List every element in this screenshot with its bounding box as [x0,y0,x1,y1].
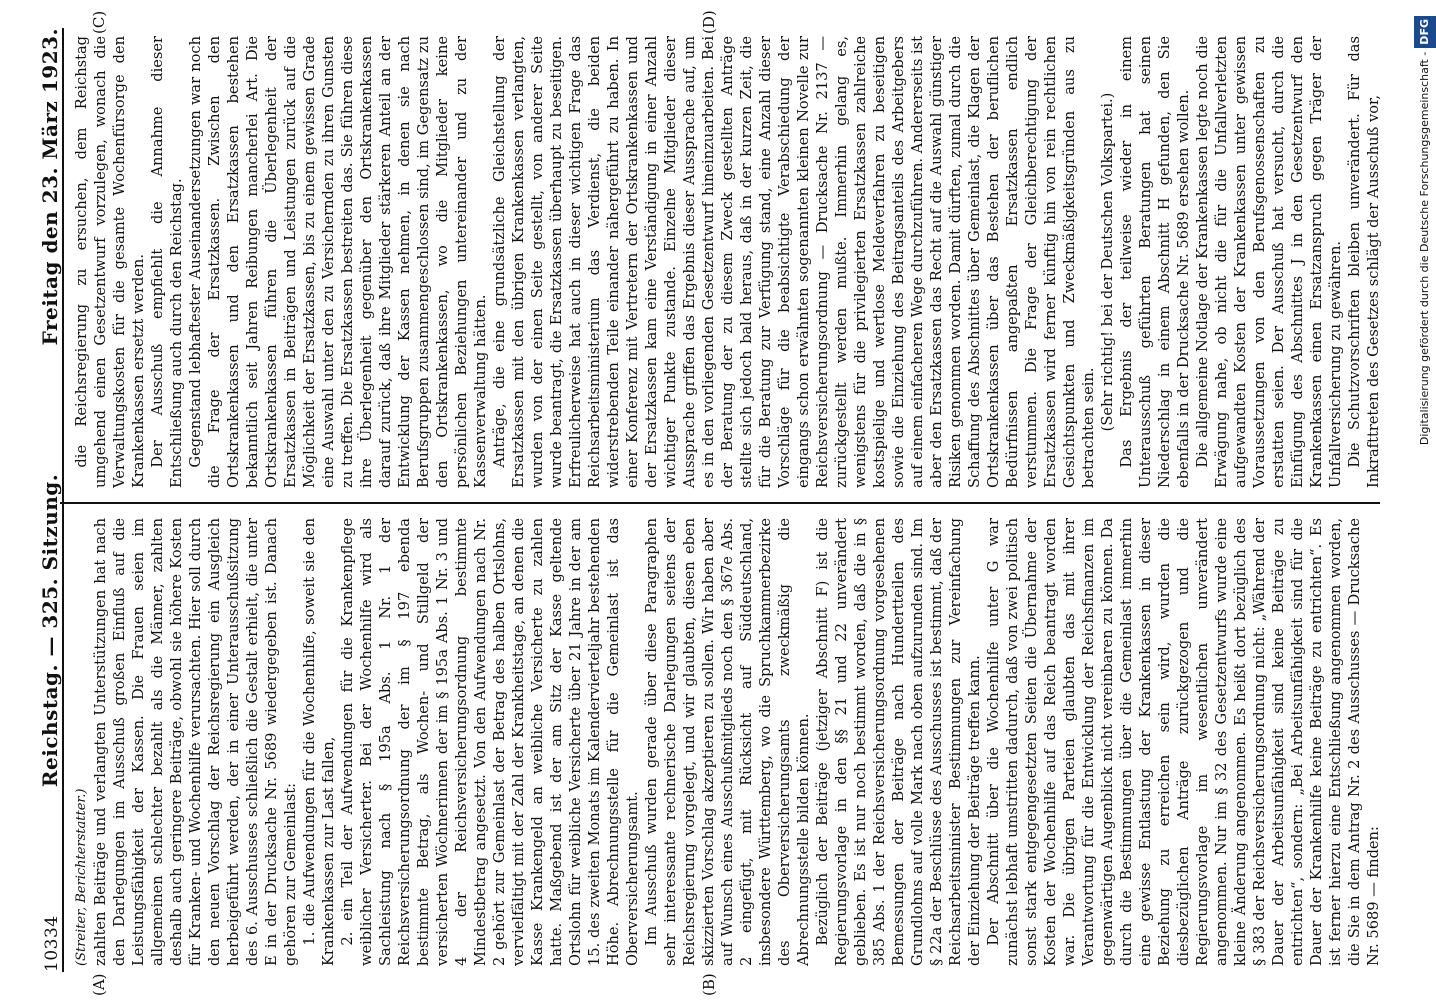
paragraph: 2. ein Teil der Aufwendungen für die Krankenpflege weiblicher Versicherter. Bei der Wochenhilfe wird als Sachleistung nach § 195a Abs. 1 Nr. 1 der Reichsversicherungsordnung der im § 197 ebenda bestimmte Betrag, als Wochen- und Stillgeld der versicherten Wöchnerinnen der im § 195a Abs. 1 Nr. 3 und 4 der Reichsversicherungsordnung bestimmte Mindestbetrag angesetzt. Von den Aufwendungen nach Nr. 2 gehört zur Gemeinlast der Betrag des halben Ortslohns, vervielfältigt mit der Zahl der Krankheitstage, an denen die Kasse Krankengeld an weibliche Versicherte zu zahlen hatte. Maßgebend ist der am Sitz der Kasse geltende Ortslohn für weibliche Versicherte über 21 Jahre in der am 15. des zweiten Monats im Kalendervierteljahr bestehenden Höhe. Abrechnungsstelle für die Gemeinlast ist das Oberversicherungsamt. [339,518,641,966]
running-title: Reichstag. — 325. Sitzung. [38,473,62,788]
margin-marker-d: (D) [700,10,718,34]
interjection: (Sehr richtig! bei der Deutschen Volkspartei.) [1099,92,1116,432]
margin-marker-a: (A) [90,973,108,996]
paragraph: Anträge, die eine grundsätzliche Gleichstellung der Ersatzkassen mit den übrigen Krankenkassen verlangten, wurden von der einen Seite gestellt, von anderer Seite wurde beantragt, die Ersatzkassen überhaupt zu beseitigen. Erfreulicherweise hat auch in dieser wichtigen Frage das Reichsarbeitsministerium das Verdienst, die beiden widerstrebenden Teile einander nähergeführt zu haben. In einer Konferenz mit Vertretern der Ortskrankenkassen und der Ersatzkassen kam eine Verständigung in einer Anzahl wichtiger Punkte zustande. Einzelne Mitglieder dieser Aussprache griffen das Ergebnis dieser Aussprache auf, um es in den vorliegenden Gesetzentwurf hineinzuarbeiten. Bei der Beratung der zu diesem Zweck gestellten Anträge stellte sich jedoch bald heraus, daß in der kurzen Zeit, die für die Beratung zur Verfügung stand, eine Anzahl dieser Vorschläge für die beabsichtigte Verabschiedung der eingangs schon erwähnten sogenannten kleinen Novelle zur Reichsversicherungsordnung — Drucksache Nr. 2137 — zurückgestellt werden mußte. Immerhin gelang es, wenigstens für die privilegierten Ersatzkassen zahlreiche kostspielige und wertlose Meldeverfahren zu beseitigen sowie die Einziehung des Beitragsanteils des Arbeitgebers auf einem einfacheren Wege durchzuführen. Andererseits ist aber den Ersatzkassen das Recht auf die Auswahl günstiger Risiken genommen worden. Damit dürften, zumal durch die Schaffung des Abschnittes über Gemeinlast, die Klagen der Ortskrankenkassen über das Bestehen der beruflichen Bedürfnissen angepaßten Ersatzkassen endlich verstummen. Die Frage der Gleichberechtigung der Ersatzkassen wird ferner künftig hin von rein rechtlichen Gesichtspunkten und Zweckmäßigkeitsgründen aus zu betrachten sein. [491,36,1097,488]
margin-marker-c: (C) [90,10,108,34]
column-divider [60,502,1380,504]
paragraph: Bezüglich der Beiträge (jetziger Abschnitt F) ist die Regierungsvorlage in den §§ 21 und 22 unverändert geblieben. Es ist nur noch bestimmt worden, daß die in § 385 Abs. 1 der Reichsversicherungsordnung vorgesehenen Bemessungen der Beiträge nach Hundertteilen des Grundlohns auf volle Mark nach oben aufzurunden sind. Im § 22a der Beschlüsse des Ausschusses ist bestimmt, daß der Reichsarbeitsminister Bestimmungen zur Vereinfachung der Einziehung der Beiträge treffen kann. [814,518,983,966]
left-column [72,518,1380,966]
paragraph: Gegenstand lebhaftester Auseinandersetzungen war noch die Frage der Ersatzkassen. Zwischen den Ortskrankenkassen und den Ersatzkassen bestehen bekanntlich seit Jahren Reibungen mancherlei Art. Die Ortskrankenkassen führen die Überlegenheit der Ersatzkassen in Beiträgen und Leistungen zurück auf die Möglichkeit der Ersatzkassen, bis zu einem gewissen Grade eine Auswahl unter den zu Versichernden zu ihren Gunsten zu treffen. Die Ersatzkassen bestreiten das. Sie führen diese ihre Überlegenheit gegenüber den Ortskrankenkassen darauf zurück, daß ihre Mitglieder stärkeren Anteil an der Entwicklung der Kassen nehmen, in denen sie nach Berufsgruppen zusammengeschlossen sind, im Gegensatz zu den Ortskrankenkassen, wo die Mitglieder keine persönlichen Beziehungen untereinander und zu der Kassenverwaltung hätten. [187,36,489,488]
page-number: 10334 [42,915,62,972]
digitization-note [1412,0,1434,1000]
paragraph: Der Ausschuß empfiehlt die Annahme dieser Entschließung auch durch den Reichstag. [149,36,185,488]
paragraph: Der Abschnitt über die Wochenhilfe unter G war zunächst lebhaft umstritten dadurch, daß von zwei politisch sonst stark entgegengesetzten Seiten die Übernahme der Kosten der Wochenhilfe auf das Reich beantragt worden war. Die übrigen Parteien glaubten das mit ihrer Verantwortung für die Entwicklung der Reichsfinanzen im gegenwärtigen Augenblick nicht vereinbaren zu können. Da durch die Bestimmungen über die Gemeinlast immerhin eine gewisse Entlastung der Krankenkassen in dieser Beziehung zu erreichen sein wird, wurden die diesbezüglichen Anträge zurückgezogen und die Regierungsvorlage im wesentlichen unverändert angenommen. Nur im § 32 des Gesetzentwurfs wurde eine kleine Änderung angenommen. Es heißt dort bezüglich des § 383 der Reichsversicherungsordnung nicht: „Während der Dauer der Arbeitsunfähigkeit sind keine Beiträge zu entrichten“, sondern: „Bei Arbeitsunfähigkeit sind für die Dauer der Krankenhilfe keine Beiträge zu entrichten“. Es ist ferner hierzu eine Entschließung angenommen worden, die Sie in dem Antrag Nr. 2 des Ausschusses — Drucksache Nr. 5689 — finden: [985,518,1382,966]
paragraph: die Reichsregierung zu ersuchen, dem Reichstag umgehend einen Gesetzentwurf vorzulegen, wonach die Verwaltungskosten für die gesamte Wochenfürsorge den Krankenkassen ersetzt werden. [73,36,147,488]
paragraph: Die allgemeine Notlage der Krankenkassen legte noch die Erwägung nahe, ob nicht die für die Unfallverletzten aufgewandten Kosten der Krankenkassen unter gewissen Voraussetzungen von den Berufsgenossenschaften zu erstatten seien. Der Ausschuß hat versucht, durch die Einfügung des Abschnittes J in den Gesetzentwurf den Krankenkassen einen Ersatzanspruch gegen Träger der Unfallversicherung zu gewähren. [1194,36,1344,488]
page-header [26,28,64,972]
digitization-text: Digitalisierung gefördert durch die Deutsche Forschungsgemeinschaft - [1418,51,1431,446]
right-column [72,36,1380,488]
paragraph: zahlten Beiträge und verlangten Unterstützungen hat nach den Darlegungen im Ausschuß großen Einfluß auf die Leistungsfähigkeit der Kassen. Die Frauen seien im allgemeinen schlechter bezahlt als die Männer, zahlten deshalb auch geringere Beiträge, obwohl sie höhere Kosten für Kranken- und Wochenhilfe verursachten. Hier soll durch den neuen Vorschlag der Reichsregierung ein Ausgleich herbeigeführt werden, der in einer Unterausschußsitzung des 6. Ausschusses schließlich die Gestalt erhielt, die unter E in der Drucksache Nr. 5689 wiedergegeben ist. Danach gehören zur Gemeinlast: [92,518,299,966]
paragraph: Die Schutzvorschriften bleiben unverändert. Für das Inkrafttreten des Gesetzes schlägt der Ausschuß vor, [1346,36,1382,488]
margin-marker-b: (B) [700,973,718,996]
session-date: Freitag den 23. März 1923. [38,28,62,346]
paragraph: Das Ergebnis der teilweise wieder in einem Unterausschuß geführten Beratungen hat seinen Niederschlag in einem Abschnitt H gefunden, den Sie ebenfalls in der Drucksache Nr. 5689 ersehen wollen. [1118,36,1192,488]
paragraph: 1. die Aufwendungen für die Wochenhilfe, soweit sie den Krankenkassen zur Last fallen, [301,518,337,966]
speaker-label: (Streiter, Berichterstatter.) [74,788,89,966]
dfg-logo: DFG [1414,16,1436,48]
paragraph: Im Ausschuß wurden gerade über diese Paragraphen sehr interessante rechnerische Darlegungen seitens der Reichsregierung vorgelegt, und wir glaubten, diesen eben skizzierten Vorschlag akzeptieren zu sollen. Wir haben aber auf Wunsch eines Ausschußmitglieds noch den § 367e Abs. 2 eingefügt, mit Rücksicht auf Süddeutschland, insbesondere Württemberg, wo die Spruchkammerbezirke des Oberversicherungsamts zweckmäßig die Abrechnungsstelle bilden können. [643,518,812,966]
